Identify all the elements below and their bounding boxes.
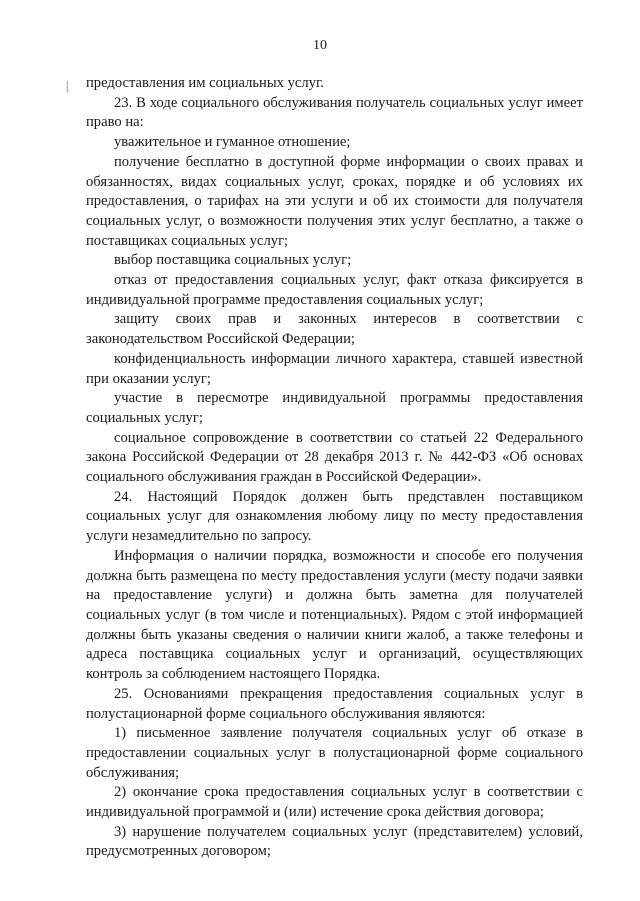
document-body (86, 74, 583, 862)
paragraph-right-refusal: отказ от предоставления социальных услуг, факт отказа фиксируется в индивидуальной программе предоставления социальных услуг; (86, 272, 583, 308)
paragraph-right-support: социальное сопровождение в соответствии со статьей 22 Федерального закона Российской Федерации от 28 декабря 2013 г. № 442-ФЗ «Об основах социального обслуживания граждан в Российской Федерации». (86, 429, 583, 486)
paragraph-item-24: 24. Настоящий Порядок должен быть представлен поставщиком социальных услуг для ознакомления любому лицу по месту предоставления услуги незамедлительно по запросу. (86, 488, 583, 545)
margin-mark: ⸽ (66, 82, 69, 93)
paragraph-right-choice: выбор поставщика социальных услуг; (114, 252, 352, 269)
paragraph-item-25: 25. Основаниями прекращения предоставления социальных услуг в полустационарной форме социального обслуживания являются: (86, 685, 583, 722)
paragraph-right-respect: уважительное и гуманное отношение; (114, 134, 351, 151)
paragraph-item-23: 23. В ходе социального обслуживания получатель социальных услуг имеет право на: (86, 94, 583, 131)
paragraph-ground-1: 1) письменное заявление получателя социальных услуг об отказе в предоставлении социальных услуг в полустационарной форме социального обслуживания; (86, 725, 583, 781)
paragraph-right-information: получение бесплатно в доступной форме информации о своих правах и обязанностях, видах социальных услуг, сроках, порядке и об условиях их предоставления, о тарифах на эти услуги и об их стоимости для получателя социальных услуг, о возможности получения этих услуг бесплатно, а также о поставщиках социальных услуг; (86, 153, 583, 249)
paragraph-ground-3: 3) нарушение получателем социальных услуг (представителем) условий, предусмотренных договором; (86, 823, 583, 860)
page-number: 10 (313, 38, 327, 53)
paragraph-ground-2: 2) окончание срока предоставления социальных услуг в соответствии с индивидуальной программой и (или) истечение срока действия договора; (86, 784, 583, 821)
paragraph-right-protection: защиту своих прав и законных интересов в соответствии с законодательством Российской Федерации; (86, 311, 583, 348)
paragraph-right-revision: участие в пересмотре индивидуальной программы предоставления социальных услуг; (86, 390, 583, 426)
paragraph-information-placement: Информация о наличии порядка, возможности и способе его получения должна быть размещена по месту предоставления услуги (месту подачи заявки на предоставление услуги) и должна быть заметна для получателей социальных услуг (в том числе и потенциальных). Рядом с этой информацией должны быть указаны сведения о наличии книги жалоб, а также телефоны и адреса поставщика социальных услуг и организаций, осуществляющих контроль за соблюдением настоящего Порядка. (86, 547, 583, 683)
paragraph-continuation: предоставления им социальных услуг. (86, 75, 324, 91)
paragraph-right-confidentiality: конфиденциальность информации личного характера, ставшей известной при оказании услуг; (86, 350, 583, 387)
